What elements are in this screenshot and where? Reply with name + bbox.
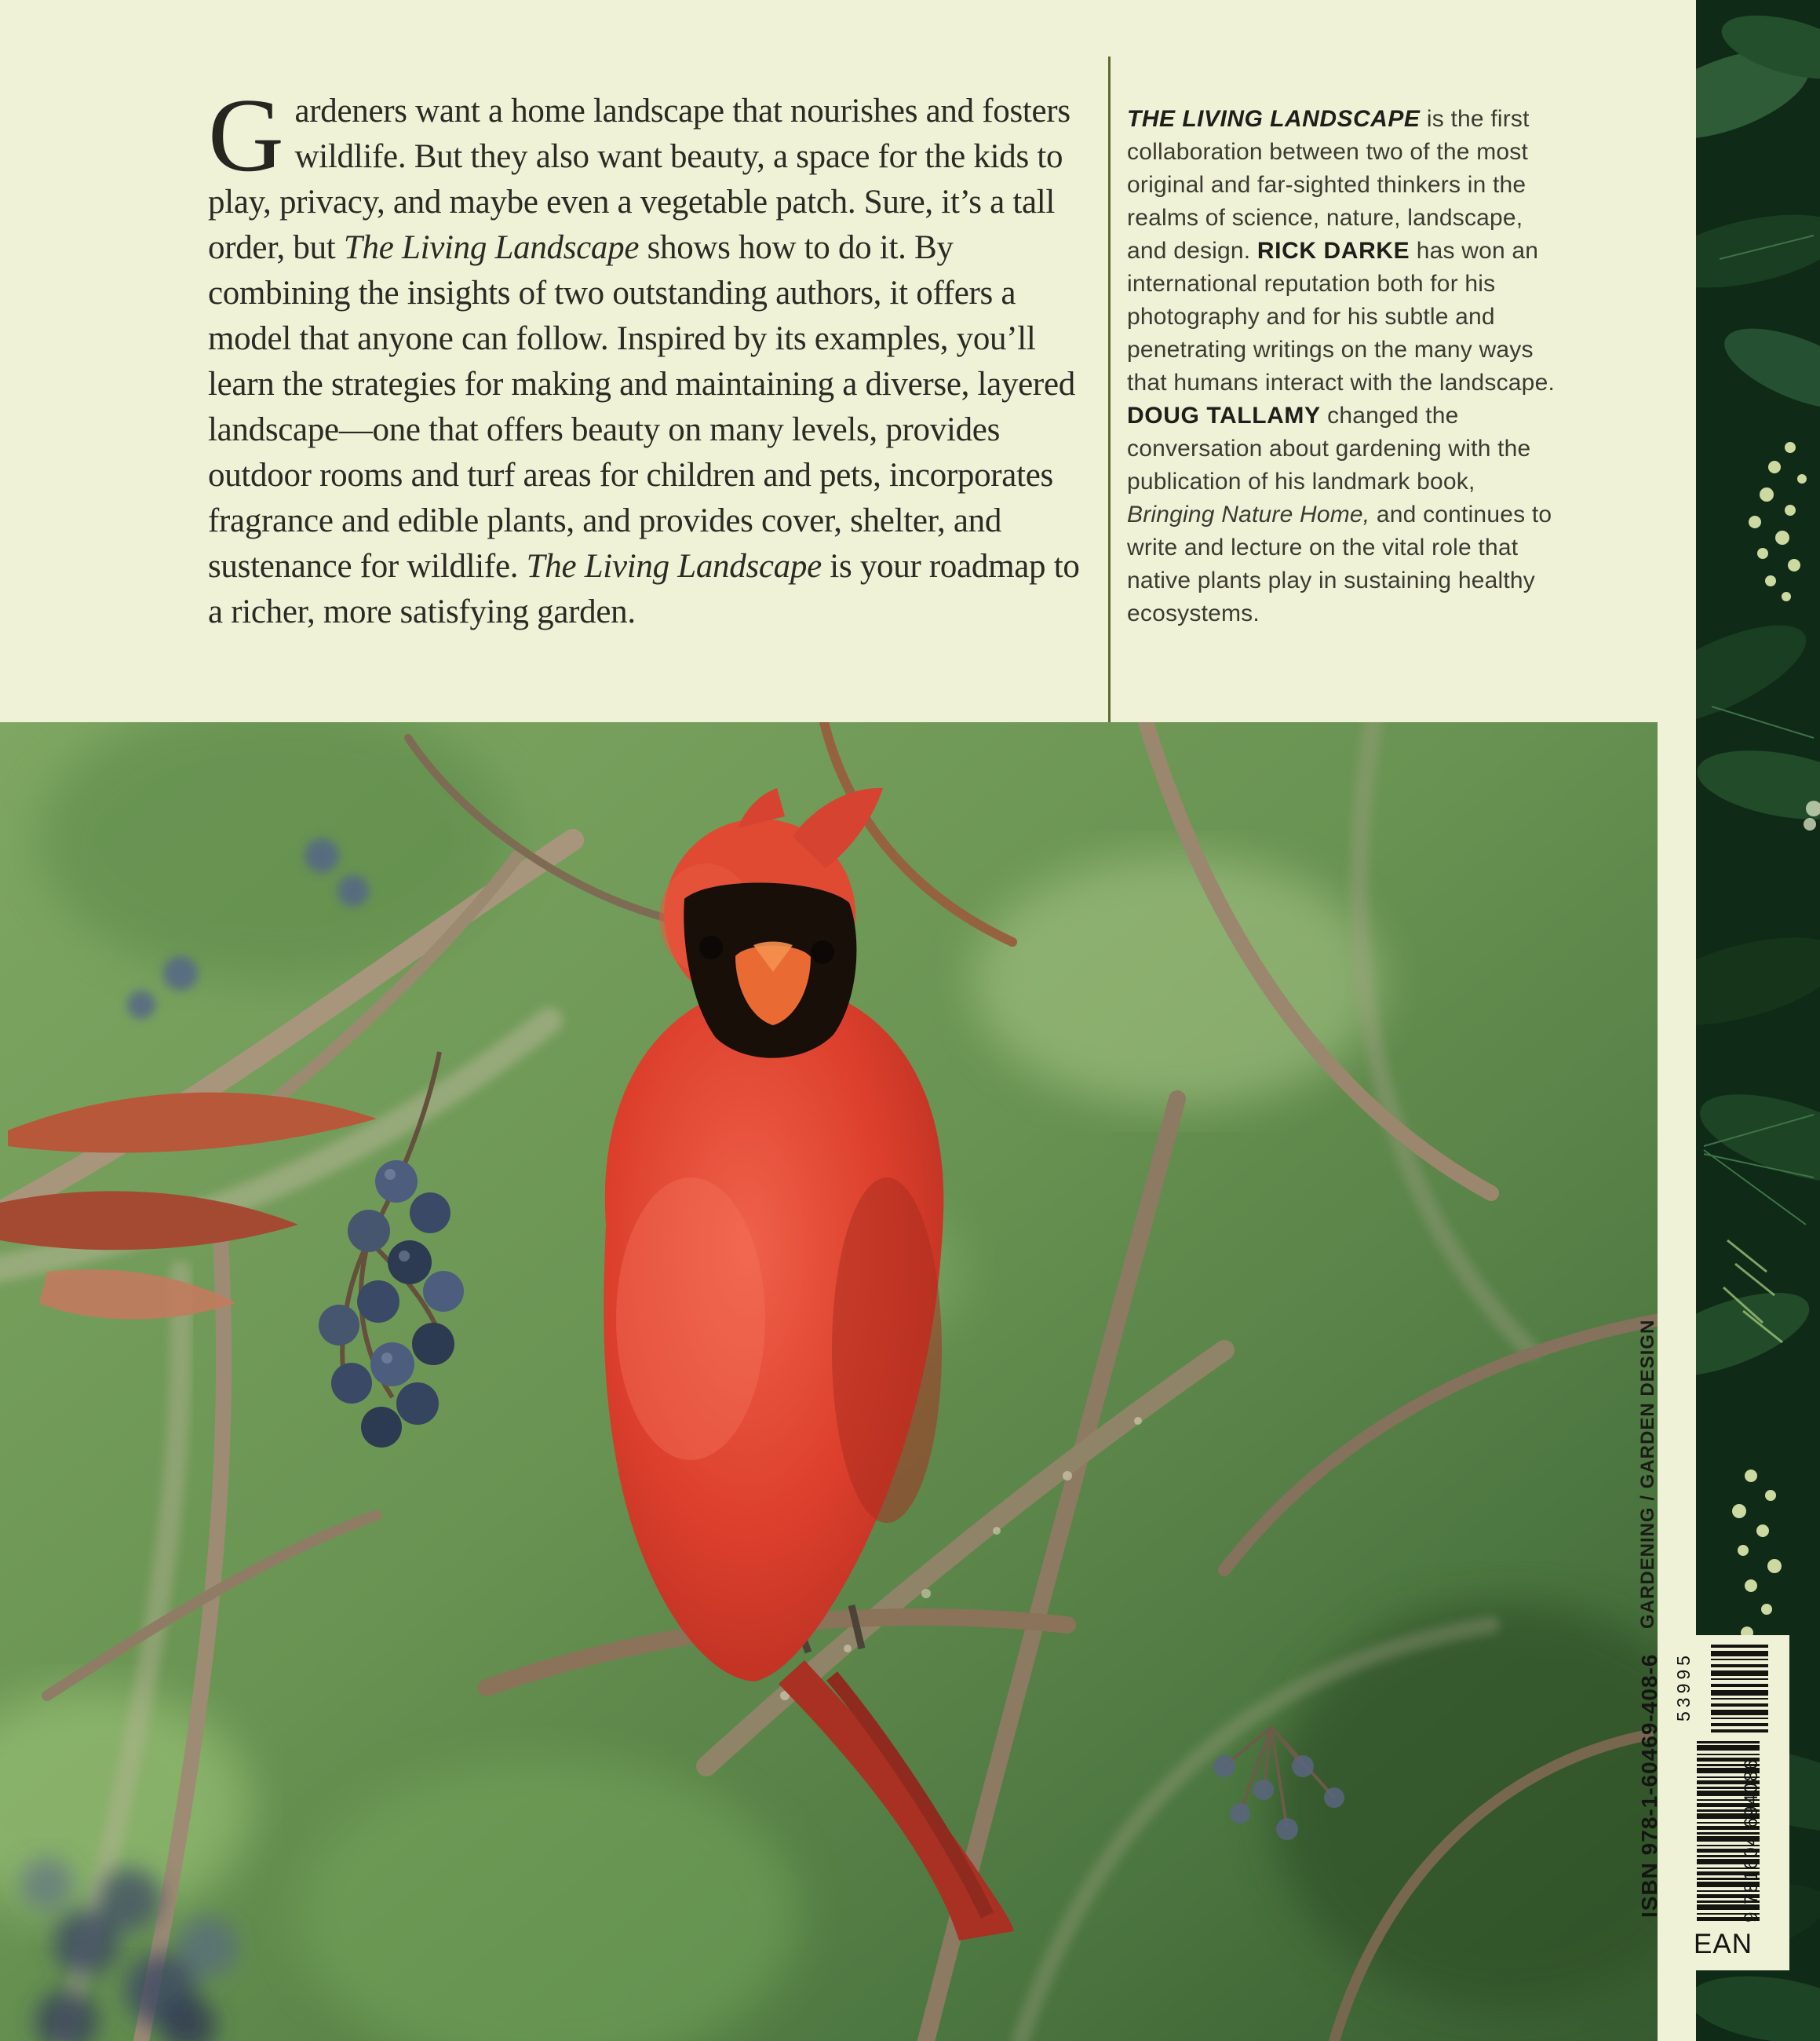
ean-label: EAN — [1694, 1929, 1753, 1959]
barcode-label — [1637, 1635, 1789, 1970]
cardinal-photo — [0, 722, 1658, 2041]
author-name-doug-tallamy: DOUG TALLAMY — [1127, 403, 1321, 429]
blurb-book-title: The Living Landscape — [343, 229, 640, 266]
blurb-run: ardeners want a home landscape that nourishes and fosters wildlife. But they also want beauty, a space for the kids to play, privacy, and maybe even a vegetable patch. Sure, it’s a tall order, but — [208, 93, 1070, 266]
drop-cap: G — [208, 77, 284, 193]
barcode-addon-digits: 53995 — [1673, 1652, 1694, 1722]
column-divider — [1108, 57, 1111, 722]
blurb-paragraph — [208, 77, 1093, 635]
author-note-run: and continues to write and lecture on the vital role that native plants play in sustaining healthy ecosystems. — [1127, 502, 1552, 626]
isbn-label: ISBN 978-1-60469-408-6 — [1637, 1653, 1661, 1918]
author-note — [1127, 103, 1560, 630]
barcode-addon-bars — [1711, 1645, 1768, 1732]
spine-category-label: GARDENING / GARDEN DESIGN — [1637, 1319, 1658, 1629]
blurb-run: is your roadmap to a richer, more satisfying garden. — [208, 548, 1080, 630]
author-note-run: is the first collaboration between two of the most original and far-sighted thinkers in the realms of science, nature, landscape, and design. — [1127, 106, 1530, 264]
blurb-run: shows how to do it. By combining the insights of two outstanding authors, it offers a model that anyone can follow. Inspired by its examples, you’ll learn the strategies for making and maintaining a diverse, layered landscape—one that offers beauty on many levels, provides outdoor rooms and turf areas for children and pets, incorporates fragrance and edible plants, and provides cover, shelter, and sustenance for wildlife. — [208, 229, 1075, 585]
author-note-book-title: THE LIVING LANDSCAPE — [1127, 106, 1421, 132]
author-note-run: changed the conversation about gardening with the publication of his landmark book, — [1127, 403, 1531, 495]
author-note-run: has won an international reputation both for his photography and for his subtle and penetrating writings on the many ways that humans interact with the landscape. — [1127, 238, 1555, 396]
blurb-book-title: The Living Landscape — [526, 548, 822, 585]
author-note-cited-book: Bringing Nature Home, — [1127, 502, 1370, 528]
author-name-rick-darke: RICK DARKE — [1256, 238, 1410, 264]
barcode-main-digits: 9 781604 694086 — [1741, 1758, 1762, 1922]
